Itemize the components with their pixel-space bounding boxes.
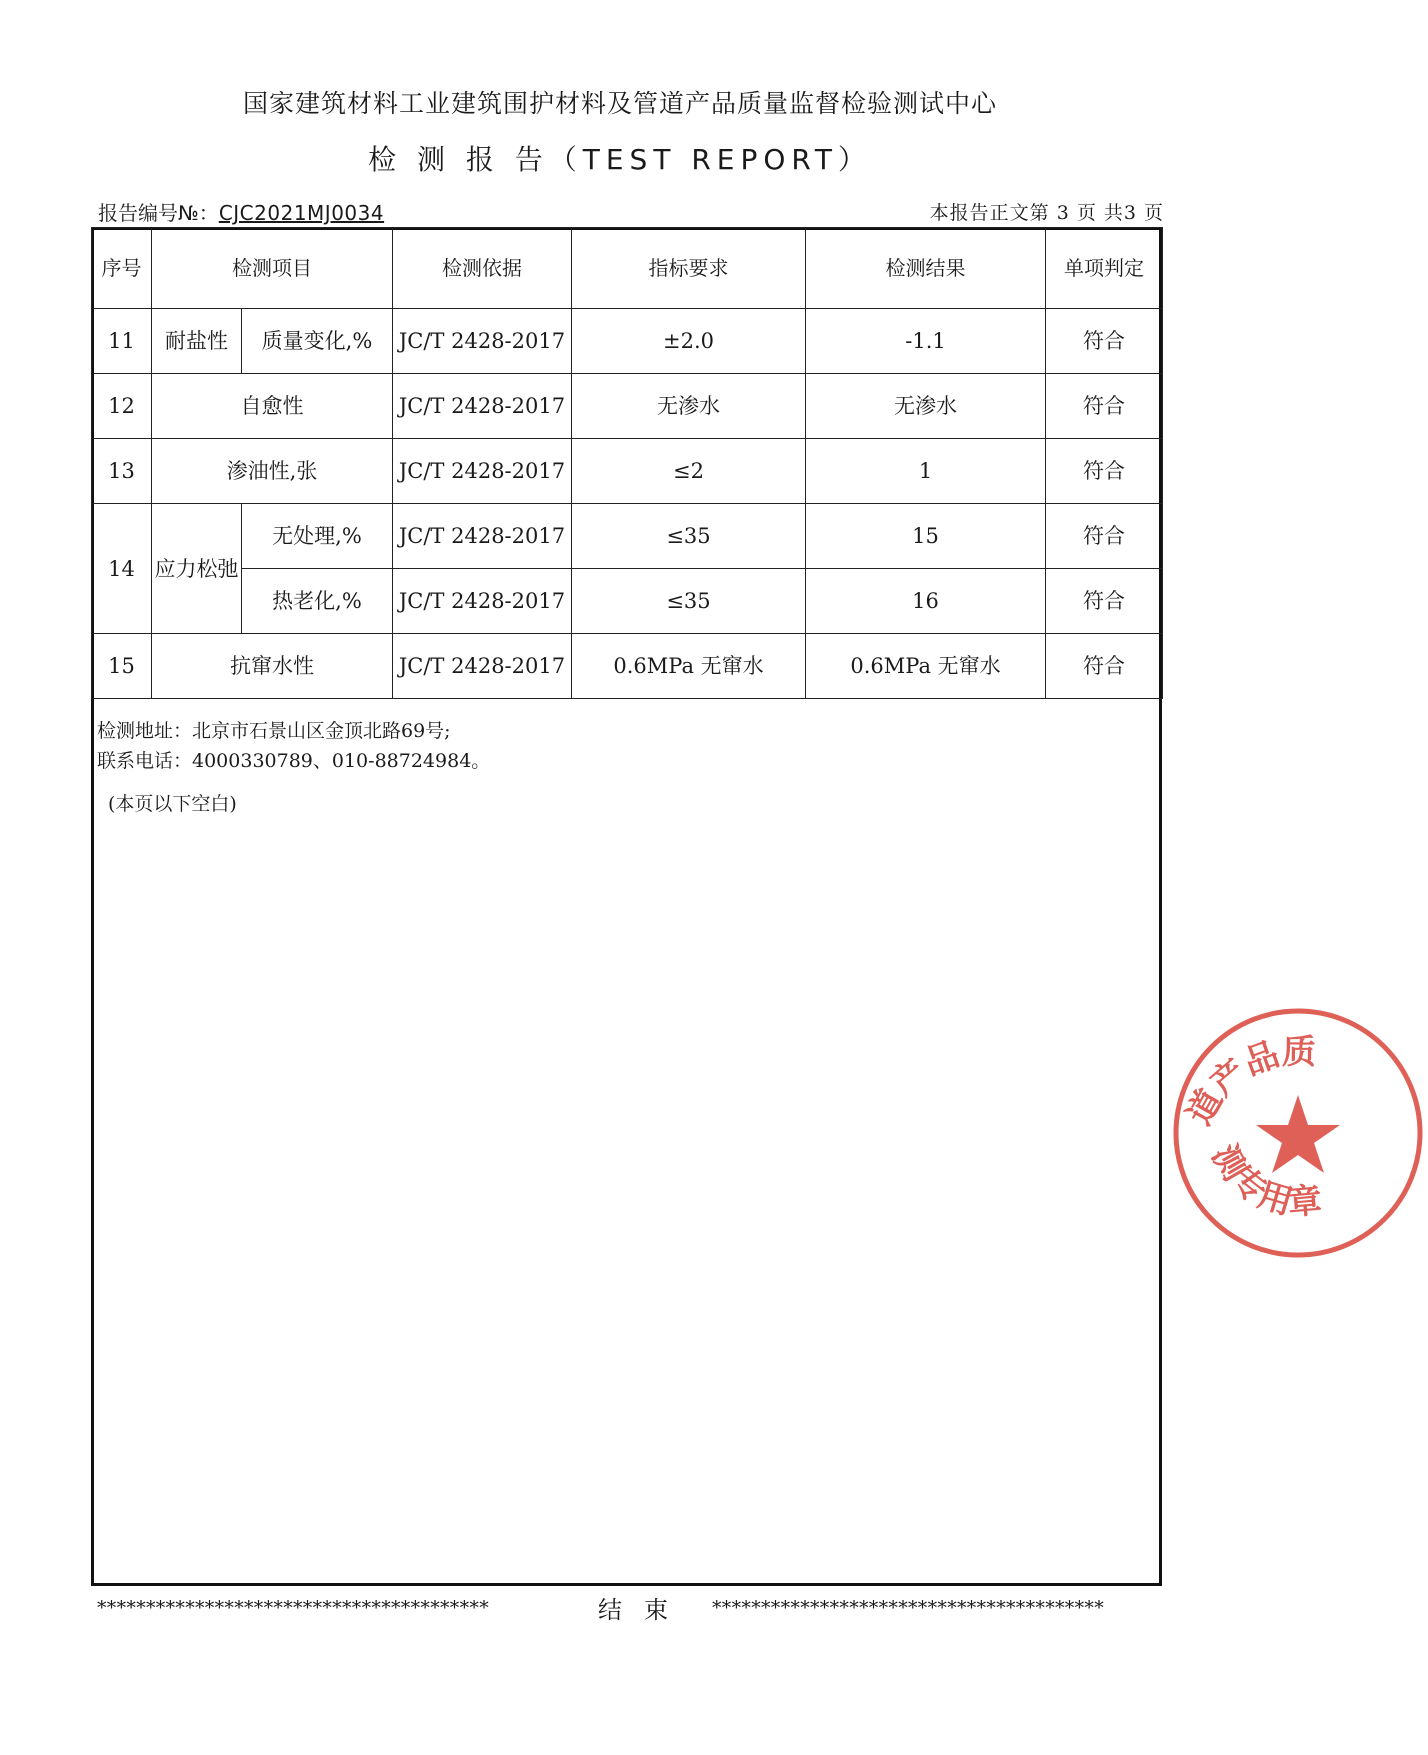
header-seq: 序号 — [92, 228, 152, 309]
cell-basis: JC/T 2428-2017 — [393, 634, 572, 699]
cell-basis: JC/T 2428-2017 — [393, 374, 572, 439]
cell-requirement: ≤2 — [572, 439, 806, 504]
cell-requirement: 0.6MPa 无窜水 — [572, 634, 806, 699]
blank-note: (本页以下空白) — [108, 793, 237, 815]
cell-item: 自愈性 — [152, 374, 393, 439]
end-mark: 结束 — [598, 1596, 690, 1624]
cell-judgement: 符合 — [1046, 374, 1163, 439]
seal-text-top: 道产品质 — [1179, 1032, 1317, 1132]
results-table — [91, 227, 1163, 699]
report-number-label: 报告编号№： — [98, 201, 219, 225]
cell-requirement: 无渗水 — [572, 374, 806, 439]
cell-group: 耐盐性 — [152, 309, 242, 374]
cell-requirement: ≤35 — [572, 569, 806, 634]
contact-phone: 联系电话：4000330789、010-88724984。 — [97, 750, 491, 772]
cell-seq: 11 — [92, 309, 152, 374]
cell-judgement: 符合 — [1046, 504, 1163, 569]
header-judgement: 单项判定 — [1046, 228, 1163, 309]
official-seal-graphic — [1168, 1003, 1428, 1263]
cell-item: 抗窜水性 — [152, 634, 393, 699]
contact-info — [97, 716, 490, 776]
header-basis: 检测依据 — [393, 228, 572, 309]
table-header-row — [92, 228, 1163, 309]
cell-result: -1.1 — [806, 309, 1046, 374]
cell-group: 应力松弛 — [152, 504, 242, 634]
header-item: 检测项目 — [152, 228, 393, 309]
test-address: 检测地址：北京市石景山区金顶北路69号; — [97, 720, 451, 742]
report-number-value: CJC2021MJ0034 — [218, 201, 385, 225]
cell-item: 渗油性,张 — [152, 439, 393, 504]
cell-result: 无渗水 — [806, 374, 1046, 439]
cell-requirement: ≤35 — [572, 504, 806, 569]
cell-judgement: 符合 — [1046, 309, 1163, 374]
official-seal — [1168, 1003, 1324, 1263]
cell-item: 热老化,% — [242, 569, 393, 634]
table-row — [92, 309, 1163, 374]
page-info: 本报告正文第 3 页 共3 页 — [929, 202, 1164, 224]
cell-judgement: 符合 — [1046, 569, 1163, 634]
cell-basis: JC/T 2428-2017 — [393, 569, 572, 634]
table-row — [92, 504, 1163, 569]
cell-result: 15 — [806, 504, 1046, 569]
table-row — [92, 569, 1163, 634]
cell-item: 无处理,% — [242, 504, 393, 569]
cell-basis: JC/T 2428-2017 — [393, 309, 572, 374]
table-row — [92, 374, 1163, 439]
cell-seq: 14 — [92, 504, 152, 634]
header-requirement: 指标要求 — [572, 228, 806, 309]
table-row — [92, 439, 1163, 504]
table-row — [92, 634, 1163, 699]
cell-item: 质量变化,% — [242, 309, 393, 374]
cell-basis: JC/T 2428-2017 — [393, 439, 572, 504]
cell-requirement: ±2.0 — [572, 309, 806, 374]
cell-seq: 12 — [92, 374, 152, 439]
org-name: 国家建筑材料工业建筑围护材料及管道产品质量监督检验测试中心 — [242, 89, 997, 118]
cell-seq: 15 — [92, 634, 152, 699]
end-stars-left: **************************************** — [97, 1597, 489, 1619]
cell-result: 0.6MPa 无窜水 — [806, 634, 1046, 699]
cell-result: 16 — [806, 569, 1046, 634]
report-number — [98, 197, 384, 226]
cell-seq: 13 — [92, 439, 152, 504]
cell-judgement: 符合 — [1046, 634, 1163, 699]
cell-basis: JC/T 2428-2017 — [393, 504, 572, 569]
seal-text-bottom: 测专用章 — [1203, 1138, 1324, 1224]
header-result: 检测结果 — [806, 228, 1046, 309]
cell-judgement: 符合 — [1046, 439, 1163, 504]
seal-star-icon — [1256, 1095, 1340, 1173]
end-stars-right: **************************************** — [712, 1597, 1104, 1619]
cell-result: 1 — [806, 439, 1046, 504]
report-title: 检 测 报 告（TEST REPORT） — [368, 143, 872, 176]
